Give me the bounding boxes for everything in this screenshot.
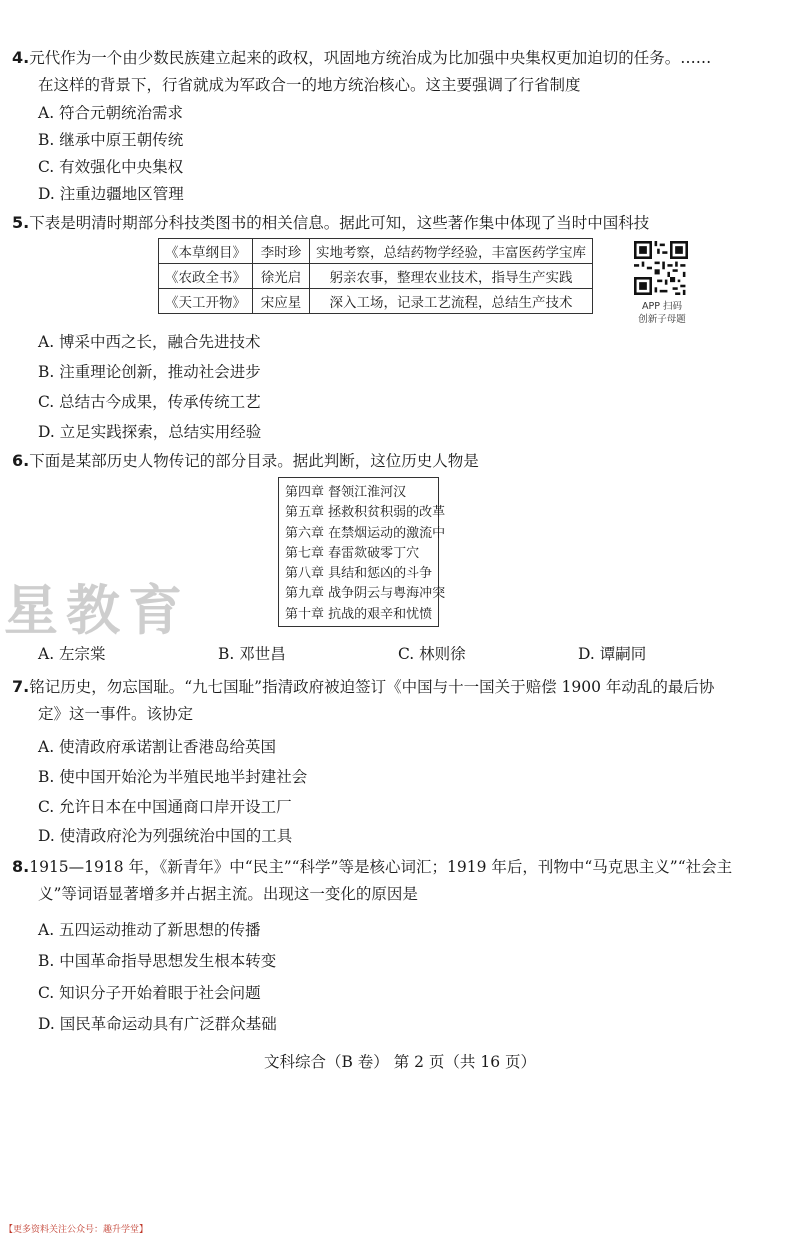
- option-c: C. 有效强化中央集权: [38, 158, 184, 176]
- question-stem-cont: 定》这一事件。该协定: [38, 705, 194, 723]
- qr-caption-line: APP 扫码: [642, 301, 682, 312]
- question-number: 8.: [12, 857, 30, 876]
- table-cell-title: 《农政全书》: [159, 264, 253, 289]
- option-c: C. 允许日本在中国通商口岸开设工厂: [38, 798, 292, 816]
- qr-caption: [620, 300, 704, 326]
- qr-code-icon[interactable]: [634, 241, 688, 295]
- table-row: [159, 264, 593, 289]
- table-cell-title: 《天工开物》: [159, 289, 253, 314]
- option-b: B. 继承中原王朝传统: [38, 131, 184, 149]
- question-stem-cont: 义”等词语显著增多并占据主流。出现这一变化的原因是: [38, 885, 418, 903]
- question-stem: 元代作为一个由少数民族建立起来的政权，巩固地方统治成为比加强中央集权更加迫切的任务。……: [29, 49, 712, 67]
- toc-entry: 第六章 在禁烟运动的激流中: [285, 525, 446, 541]
- question-stem-cont: 在这样的背景下，行省就成为军政合一的地方统治核心。这主要强调了行省制度: [38, 76, 581, 94]
- question-stem: 1915—1918 年，《新青年》中“民主”“科学”等是核心词汇；1919 年后，刊物中“马克思主义”“社会主: [29, 858, 733, 876]
- option-a: A. 符合元朝统治需求: [38, 104, 184, 122]
- option-d: D. 使清政府沦为列强统治中国的工具: [38, 827, 293, 845]
- option-d: D. 注重边疆地区管理: [38, 185, 184, 203]
- toc-entry: 第四章 督领江淮河汉: [285, 485, 407, 500]
- option-c: C. 知识分子开始着眼于社会问题: [38, 984, 261, 1002]
- table-cell-info: 深入工场，记录工艺流程，总结生产技术: [310, 289, 593, 314]
- option-a: A. 左宗棠: [38, 645, 106, 663]
- option-a: A. 五四运动推动了新思想的传播: [38, 921, 261, 939]
- biography-toc: [278, 477, 446, 627]
- table-cell-info: 实地考察，总结药物学经验，丰富医药学宝库: [310, 239, 593, 264]
- watermark: 星教育: [4, 579, 190, 642]
- option-d: D. 谭嗣同: [578, 645, 647, 663]
- option-b: B. 邓世昌: [218, 645, 286, 663]
- table-cell-author: 宋应星: [253, 289, 310, 314]
- table-cell-info: 躬亲农事，整理农业技术，指导生产实践: [310, 264, 593, 289]
- option-b: B. 中国革命指导思想发生根本转变: [38, 952, 277, 970]
- question-stem: 下面是某部历史人物传记的部分目录。据此判断，这位历史人物是: [29, 452, 479, 470]
- option-c: C. 总结古今成果，传承传统工艺: [38, 393, 261, 411]
- table-row: [159, 289, 593, 314]
- question-stem: 铭记历史，勿忘国耻。“九七国耻”指清政府被迫签订《中国与十一国关于赔偿 1900 年动乱的最后协: [29, 678, 715, 696]
- question-8: [12, 853, 770, 908]
- page-footer: 文科综合（B 卷） 第 2 页（共 16 页）: [263, 1053, 537, 1071]
- question-number: 7.: [12, 677, 30, 696]
- table-cell-author: 徐光启: [253, 264, 310, 289]
- option-b: B. 使中国开始沦为半殖民地半封建社会: [38, 768, 308, 786]
- option-a: A. 博采中西之长，融合先进技术: [38, 333, 261, 351]
- question-number: 5.: [12, 213, 30, 232]
- tech-books-table: [158, 238, 593, 314]
- question-7: [12, 673, 770, 728]
- option-a: A. 使清政府承诺割让香港岛给英国: [38, 738, 277, 756]
- toc-entry: 第八章 具结和惩凶的斗争: [285, 566, 433, 582]
- toc-entry: 第九章 战争阴云与粤海冲突: [285, 586, 446, 602]
- option-c: C. 林则徐: [398, 645, 466, 663]
- table-row: [159, 239, 593, 264]
- toc-entry: 第十章 抗战的艰辛和忧愤: [285, 606, 433, 622]
- option-d: D. 立足实践探索，总结实用经验: [38, 423, 262, 441]
- toc-entry: 第七章 春雷欻破零丁穴: [285, 545, 420, 561]
- question-number: 4.: [12, 48, 30, 67]
- question-5: [12, 209, 770, 237]
- question-number: 6.: [12, 451, 30, 470]
- question-stem: 下表是明清时期部分科技类图书的相关信息。据此可知，这些著作集中体现了当时中国科技: [29, 214, 650, 232]
- question-4: [12, 44, 770, 99]
- option-d: D. 国民革命运动具有广泛群众基础: [38, 1015, 277, 1033]
- promo-banner: 【更多资料关注公众号：趣升学堂】: [4, 1225, 149, 1235]
- option-b: B. 注重理论创新，推动社会进步: [38, 363, 261, 381]
- qr-caption-line: 创新子母题: [638, 314, 686, 325]
- question-6: [12, 447, 770, 475]
- toc-entry: 第五章 拯救积贫积弱的改革: [285, 505, 446, 521]
- table-cell-author: 李时珍: [253, 239, 310, 264]
- option-row: [38, 643, 758, 665]
- table-cell-title: 《本草纲目》: [159, 239, 253, 264]
